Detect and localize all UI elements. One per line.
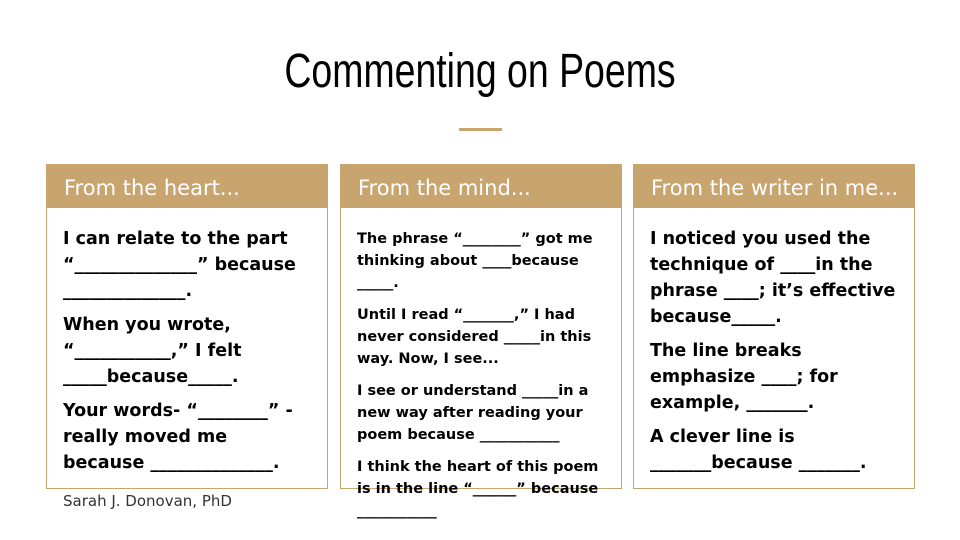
prompt-text: I can relate to the part “______________” because ______________. — [63, 229, 296, 301]
column-header: From the writer in me... — [634, 165, 914, 208]
title-underline — [459, 128, 502, 131]
slide-title: Commenting on Poems — [284, 45, 676, 98]
column-header: From the heart... — [47, 165, 327, 208]
prompt-text: I think the heart of this poem is in the line “______” because ___________ — [357, 459, 599, 519]
column-heart — [46, 164, 328, 489]
prompt-text: I see or understand _____in a new way after reading your poem because ___________ — [357, 383, 589, 443]
column-mind — [340, 164, 622, 519]
prompt-text: I noticed you used the technique of ____in the phrase ____; it’s effective because_____. — [650, 229, 896, 327]
column-header: From the mind... — [341, 165, 621, 208]
author-credit: Sarah J. Donovan, PhD — [63, 492, 232, 510]
prompt-text: The line breaks emphasize ____; for example, _______. — [650, 341, 838, 413]
prompt-text: When you wrote, “___________,” I felt _____because_____. — [63, 315, 242, 387]
column-writer — [633, 164, 915, 489]
prompt-text: A clever line is _______because _______. — [650, 427, 867, 473]
prompt-text: Your words- “________” - really moved me because ______________. — [63, 401, 293, 473]
prompt-text: Until I read “_______,” I had never considered _____in this way. Now, I see... — [357, 307, 592, 367]
prompt-text: The phrase “________” got me thinking about ____because _____. — [357, 231, 593, 291]
